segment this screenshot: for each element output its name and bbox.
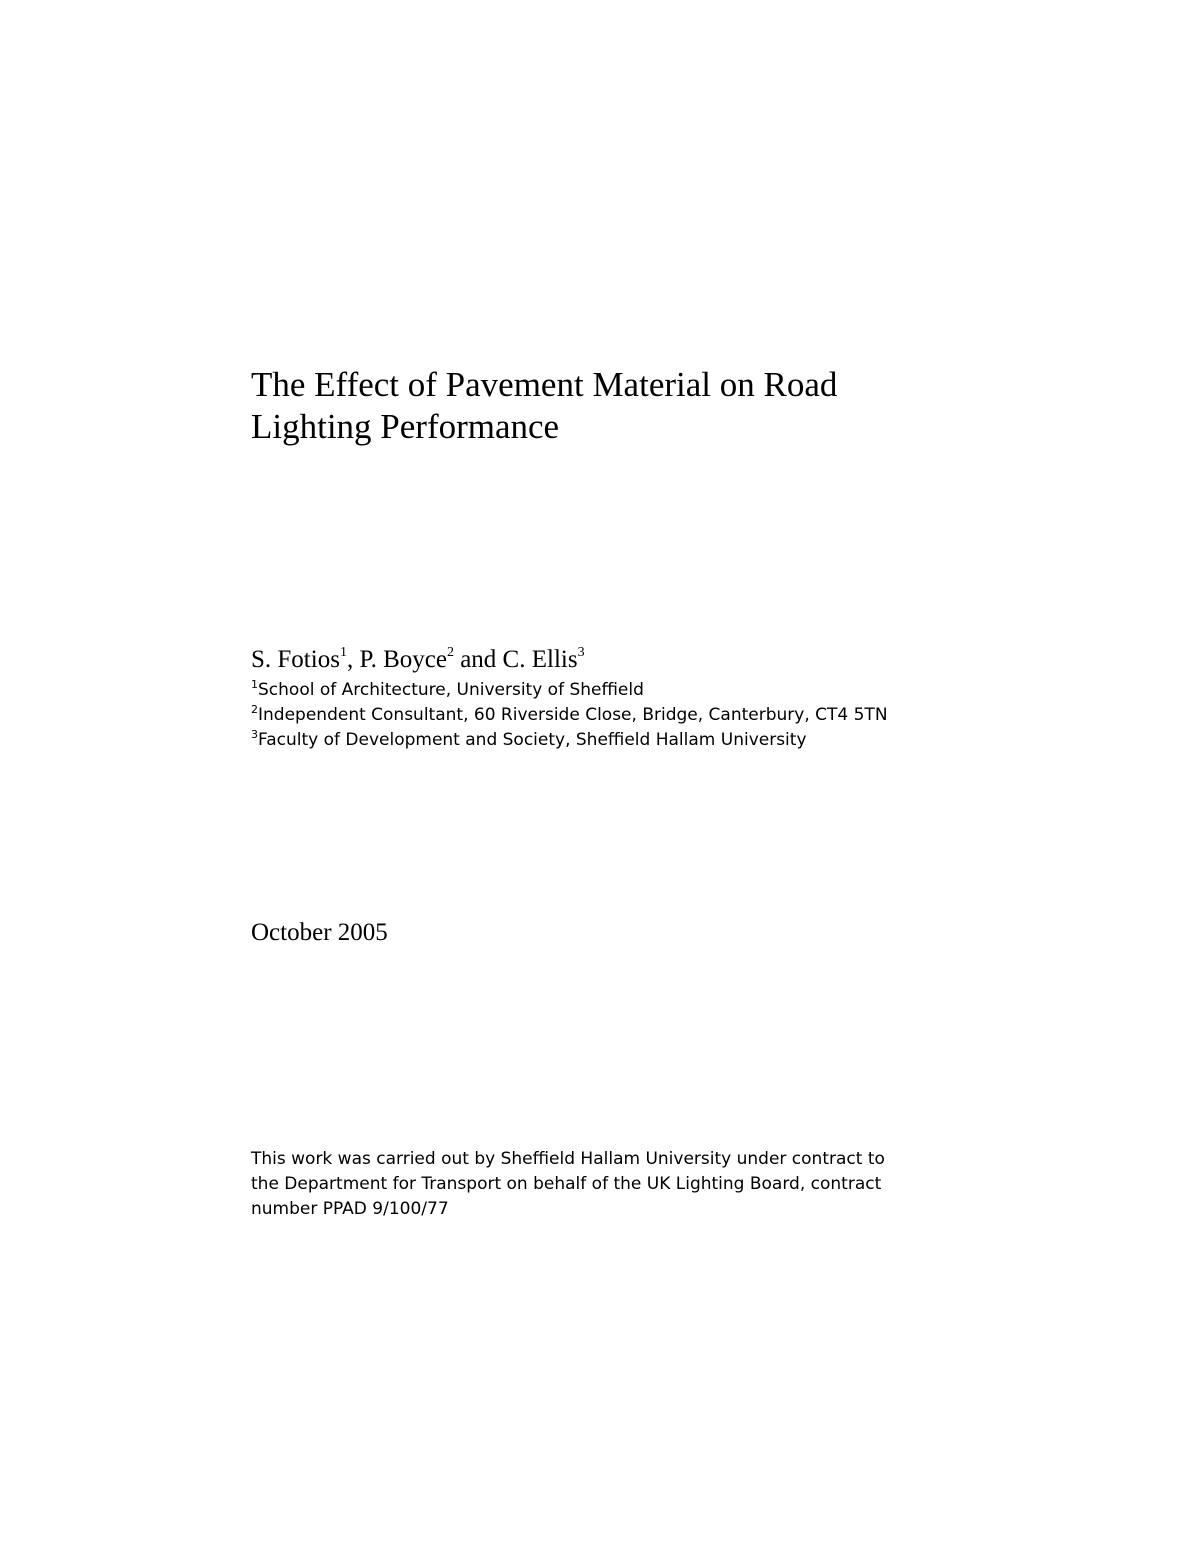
- author-separator: ,: [346, 646, 360, 673]
- affiliation-text: Faculty of Development and Society, Sheffield Hallam University: [258, 730, 807, 750]
- affiliation-text: School of Architecture, University of Sheffield: [258, 680, 644, 700]
- author-name: P. Boyce: [359, 646, 447, 673]
- affiliation-marker: 3: [251, 728, 258, 741]
- affiliation-item: [251, 678, 888, 703]
- contract-note-line: number PPAD 9/100/77: [251, 1199, 449, 1219]
- document-title: [251, 364, 1011, 448]
- contract-note-line: the Department for Transport on behalf of the UK Lighting Board, contract: [251, 1174, 882, 1194]
- title-line-2: Lighting Performance: [251, 407, 560, 446]
- affiliation-marker: 2: [251, 703, 258, 716]
- author-name: C. Ellis: [502, 646, 578, 673]
- affiliation-item: [251, 728, 888, 753]
- affiliation-item: [251, 703, 888, 728]
- contract-note-line: This work was carried out by Sheffield Hallam University under contract to: [251, 1149, 885, 1169]
- author-affiliation-marker: 2: [446, 645, 454, 660]
- author-affiliation-marker: 1: [339, 645, 347, 660]
- author-separator: and: [453, 646, 503, 673]
- author-affiliation-marker: 3: [577, 645, 585, 660]
- title-line-1: The Effect of Pavement Material on Road: [251, 365, 838, 404]
- contract-note: [251, 1147, 951, 1222]
- publication-date: October 2005: [251, 919, 388, 946]
- affiliation-marker: 1: [251, 678, 258, 691]
- author-list: [251, 643, 585, 677]
- affiliation-list: [251, 678, 888, 753]
- affiliation-text: Independent Consultant, 60 Riverside Close, Bridge, Canterbury, CT4 5TN: [258, 705, 888, 725]
- author-name: S. Fotios: [251, 646, 340, 673]
